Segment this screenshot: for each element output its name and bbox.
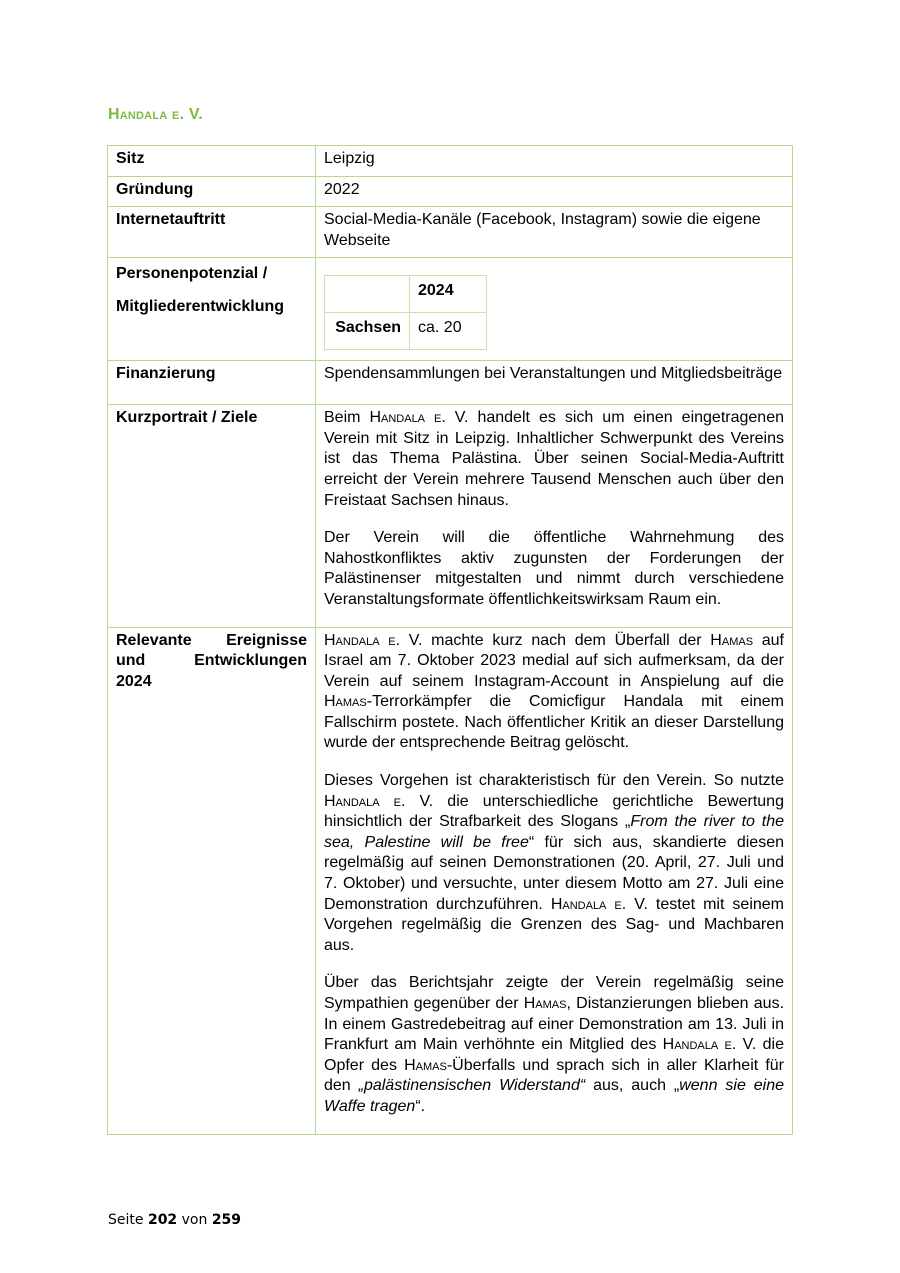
table-row [108,176,793,207]
table-row [108,258,793,360]
finanzierung-text: Spendensammlungen bei Veranstaltungen und Mitgliedsbeiträge [324,364,783,382]
ereignisse-paragraph-2: Dieses Vorgehen ist charakteristisch für den Verein. So nutzte Handala e. V. die unterschiedliche gerichtliche Bewertung hinsichtlich der Strafbarkeit des Slogans „From the river to the sea, Palestine will be free“ für sich aus, skandierte diesen regelmäßig auf seinen Demonstrationen (20. April, 27. Juli und 7. Oktober) und versuchte, unter diesem Motto am 27. Juli eine Demonstration durchzuführen. Handala e. V. testet mit seinem Vorgehen regelmäßig die Grenzen des Sag- und Machbaren aus. [324,772,784,954]
table-row [108,146,793,177]
personen-label-line1: Personenpotenzial / [116,265,268,283]
row-value-gruendung: 2022 [316,176,793,207]
row-label-gruendung: Gründung [108,176,316,207]
kurzportrait-paragraph-1: Beim Handala e. V. handelt es sich um einen eingetragenen Verein mit Sitz in Leipzig. Inhaltlicher Schwerpunkt des Vereins ist das Thema Palästina. Über seinen Social-Media-Auftritt erreicht der Verein mehrere Tausend Menschen auch über den Freistaat Sachsen hinaus. [324,409,784,509]
member-table-corner [325,276,410,313]
row-value-internet: Social-Media-Kanäle (Facebook, Instagram) sowie die eigene Webseite [316,207,793,258]
organization-table [107,145,793,1135]
member-table-count: ca. 20 [410,312,487,349]
table-row [108,360,793,405]
row-label-personen [108,258,316,360]
kurzportrait-paragraph-2: Der Verein will die öffentliche Wahrnehmung des Nahostkonfliktes aktiv zugunsten der Forderungen der Palästinenser mitgestalten und nimmt durch verschiedene Veranstaltungsformate öffentlichkeitswirksam Raum ein. [324,529,784,608]
row-value-finanzierung [316,360,793,405]
section-heading: Handala e. V. [108,106,203,123]
row-label-kurzportrait: Kurzportrait / Ziele [108,405,316,627]
personen-label-line2: Mitgliederentwicklung [116,298,285,316]
table-row [108,405,793,627]
row-label-internet: Internetauftritt [108,207,316,258]
row-value-sitz: Leipzig [316,146,793,177]
ereignisse-paragraph-3: Über das Berichtsjahr zeigte der Verein regelmäßig seine Sympathien gegenüber der Hamas, Distanzierungen blieben aus. In einem Gastredebeitrag auf einer Demonstration am 13. Juli in Frankfurt am Main verhöhnte ein Mitglied des Handala e. V. die Opfer des Hamas-Überfalls und sprach sich in aller Klarheit für den „palästinensischen Widerstand“ aus, auch „wenn sie eine Waffe tragen“. [324,974,785,1115]
row-value-kurzportrait [316,405,793,627]
member-table-region: Sachsen [325,312,410,349]
page-footer: Seite 202 von 259 [108,1212,242,1228]
member-table-year: 2024 [410,276,487,313]
current-page-number: 202 [147,1212,178,1228]
member-count-table [324,275,487,349]
row-value-personen [316,258,793,360]
row-value-ereignisse [316,627,793,1134]
table-row [108,207,793,258]
total-page-number: 259 [211,1212,242,1228]
row-label-ereignisse: Relevante Ereignisse und Entwicklungen 2024 [108,627,316,1134]
row-label-finanzierung: Finanzierung [108,360,316,405]
table-row [108,627,793,1134]
row-label-sitz: Sitz [108,146,316,177]
ereignisse-paragraph-1: Handala e. V. machte kurz nach dem Überfall der Hamas auf Israel am 7. Oktober 2023 medial auf sich aufmerksam, da der Verein auf seinem Instagram-Account in Anspielung auf die Hamas-Terrorkämpfer die Comicfigur Handala mit einem Fallschirm postete. Nach öffentlicher Kritik an dieser Darstellung wurde der entsprechende Beitrag gelöscht. [324,631,784,752]
